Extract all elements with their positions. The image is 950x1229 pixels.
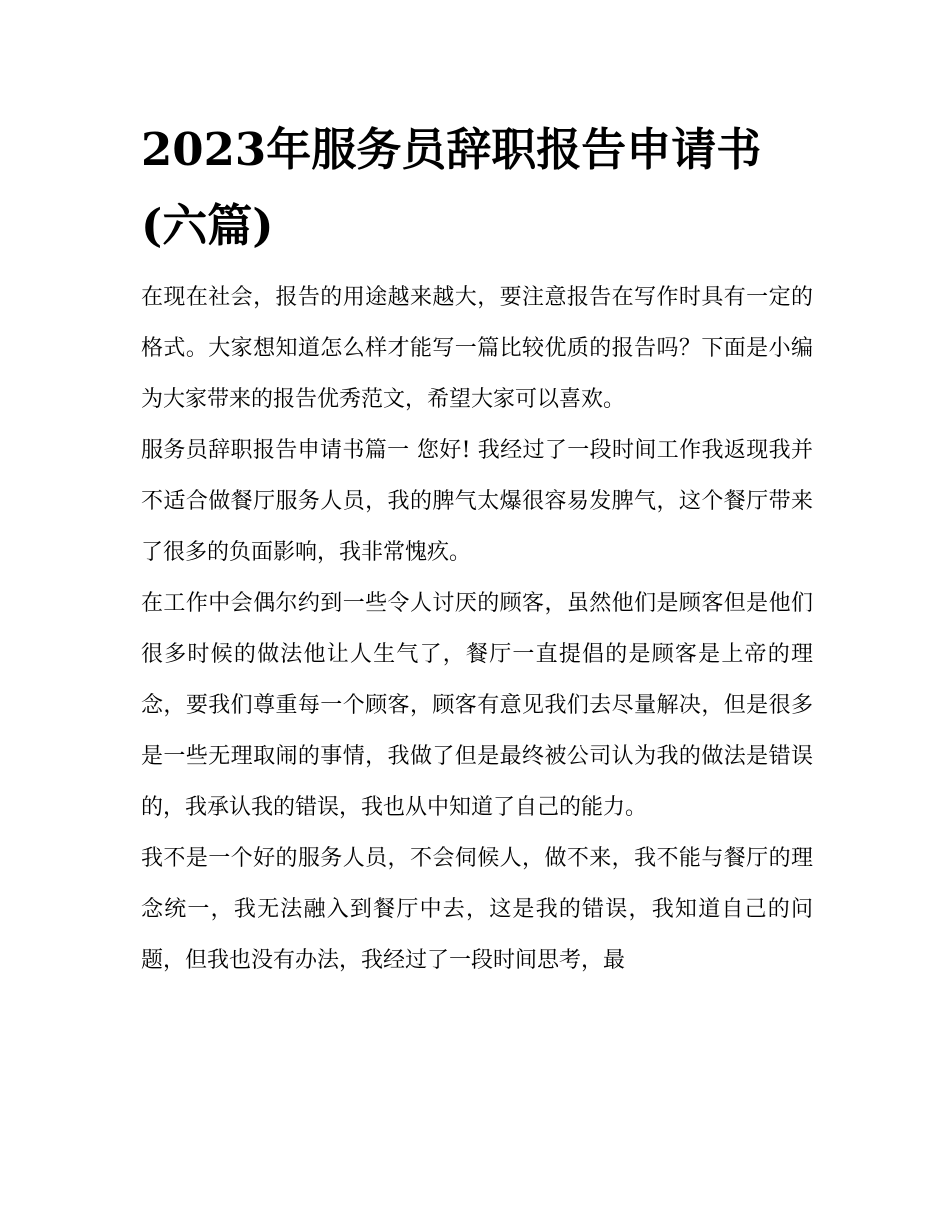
document-title: 2023年服务员辞职报告申请书(六篇) xyxy=(141,123,762,252)
paragraph-intro: 在现在社会，报告的用途越来越大，要注意报告在写作时具有一定的格式。大家想知道怎么样才能写一篇比较优质的报告吗？下面是小编为大家带来的报告优秀范文，希望大家可以喜欢。 xyxy=(141,285,813,412)
paragraph-2: 在工作中会偶尔约到一些令人讨厌的顾客，虽然他们是顾客但是他们很多时候的做法他让人生气了，餐厅一直提倡的是顾客是上帝的理念，要我们尊重每一个顾客，顾客有意见我们去尽量解决，但是很多是一些无理取闹的事情，我做了但是最终被公司认为我的做法是错误的，我承认我的错误，我也从中知道了自己的能力。 xyxy=(141,591,813,820)
paragraph-3: 我不是一个好的服务人员，不会伺候人，做不来，我不能与餐厅的理念统一，我无法融入到餐厅中去，这是我的错误，我知道自己的问题，但我也没有办法，我经过了一段时间思考，最 xyxy=(141,846,813,973)
document-content xyxy=(141,112,813,986)
paragraph-1: 服务员辞职报告申请书篇一 您好! 我经过了一段时间工作我返现我并不适合做餐厅服务人员，我的脾气太爆很容易发脾气，这个餐厅带来了很多的负面影响，我非常愧疚。 xyxy=(141,438,813,565)
document-body xyxy=(141,272,813,986)
